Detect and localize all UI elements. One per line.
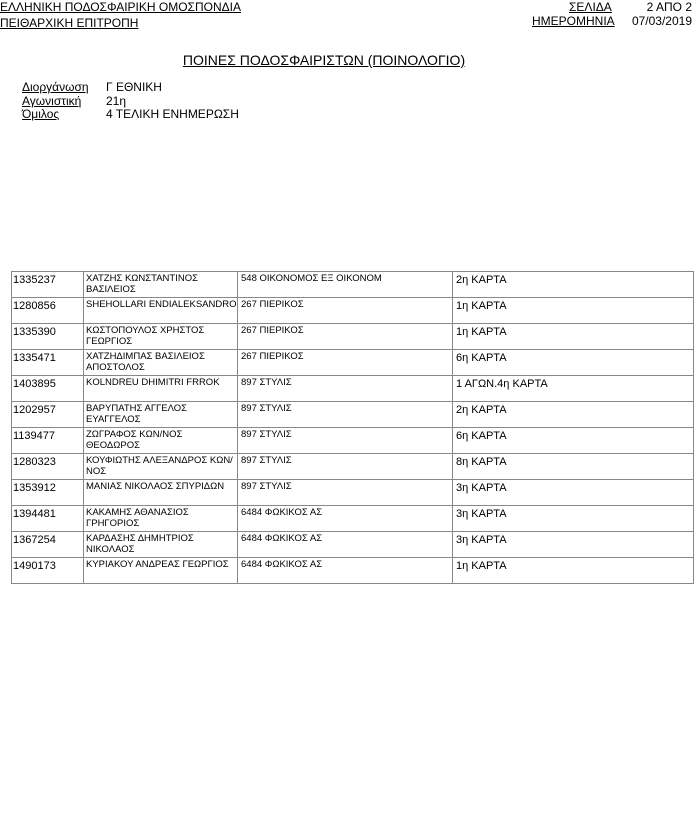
player-name-text: ΧΑΤΖΗΔΙΜΠΑΣ ΒΑΣΙΛΕΙΟΣ ΑΠΟΣΤΟΛΟΣ: [86, 351, 205, 373]
player-name-cell: [84, 454, 238, 480]
player-id-text: 1280856: [13, 300, 56, 312]
player-name-text: ΜΑΝΙΑΣ ΝΙΚΟΛΑΟΣ ΣΠΥΡΙΔΩΝ: [86, 481, 225, 492]
meta-label-group: Όμιλος: [22, 107, 60, 121]
penalty-text: 6η ΚΑΡΤΑ: [456, 430, 507, 442]
club-cell: [238, 532, 453, 558]
club-text: 6484 ΦΩΚΙΚΟΣ ΑΣ: [241, 533, 323, 544]
club-text: 267 ΠΙΕΡΙΚΟΣ: [241, 299, 304, 310]
club-text: 897 ΣΤΥΛΙΣ: [241, 455, 292, 466]
penalties-table-body: [12, 272, 694, 584]
player-name-cell: [84, 324, 238, 350]
player-id-cell: [12, 298, 84, 324]
penalty-cell: [453, 532, 694, 558]
meta-label-competition: Διοργάνωση: [22, 80, 89, 94]
club-cell: [238, 428, 453, 454]
penalty-text: 8η ΚΑΡΤΑ: [456, 456, 507, 468]
penalty-cell: [453, 428, 694, 454]
player-id-text: 1335237: [13, 274, 56, 286]
player-name-cell: [84, 298, 238, 324]
table-row: [12, 324, 694, 350]
penalty-cell: [453, 506, 694, 532]
player-id-cell: [12, 480, 84, 506]
player-id-text: 1280323: [13, 456, 56, 468]
player-name-cell: [84, 506, 238, 532]
club-text: 267 ΠΙΕΡΙΚΟΣ: [241, 351, 304, 362]
player-name-text: ΖΩΓΡΑΦΟΣ ΚΩΝ/ΝΟΣ ΘΕΟΔΩΡΟΣ: [86, 429, 183, 451]
date-value: 07/03/2019: [631, 14, 692, 28]
table-row: [12, 558, 694, 584]
club-cell: [238, 480, 453, 506]
player-id-cell: [12, 558, 84, 584]
club-text: 6484 ΦΩΚΙΚΟΣ ΑΣ: [241, 559, 323, 570]
meta-value-competition: Γ ΕΘΝΙΚΗ: [106, 80, 162, 94]
page-label: ΣΕΛΙΔΑ: [569, 0, 612, 14]
player-name-text: ΚΟΥΦΙΩΤΗΣ ΑΛΕΞΑΝΔΡΟΣ ΚΩΝ/ΝΟΣ: [86, 455, 233, 477]
club-text: 897 ΣΤΥΛΙΣ: [241, 429, 292, 440]
player-id-text: 1335471: [13, 352, 56, 364]
table-row: [12, 298, 694, 324]
club-text: 548 ΟΙΚΟΝΟΜΟΣ ΕΞ ΟΙΚΟΝΟΜ: [241, 273, 382, 284]
meta-label-matchday: Αγωνιστική: [22, 94, 82, 108]
club-text: 267 ΠΙΕΡΙΚΟΣ: [241, 325, 304, 336]
club-cell: [238, 272, 453, 298]
club-cell: [238, 402, 453, 428]
penalty-cell: [453, 558, 694, 584]
club-text: 897 ΣΤΥΛΙΣ: [241, 403, 292, 414]
player-id-cell: [12, 350, 84, 376]
club-cell: [238, 558, 453, 584]
penalty-text: 6η ΚΑΡΤΑ: [456, 352, 507, 364]
penalty-cell: [453, 454, 694, 480]
player-id-cell: [12, 506, 84, 532]
player-id-text: 1490173: [13, 560, 56, 572]
penalty-text: 1η ΚΑΡΤΑ: [456, 326, 507, 338]
page-value: 2 ΑΠΟ 2: [646, 0, 692, 14]
table-row: [12, 506, 694, 532]
club-text: 897 ΣΤΥΛΙΣ: [241, 377, 292, 388]
player-id-cell: [12, 376, 84, 402]
player-name-cell: [84, 272, 238, 298]
player-id-text: 1403895: [13, 378, 56, 390]
committee-name: ΠΕΙΘΑΡΧΙΚΗ ΕΠΙΤΡΟΠΗ: [0, 16, 139, 30]
table-row: [12, 480, 694, 506]
club-text: 897 ΣΤΥΛΙΣ: [241, 481, 292, 492]
penalties-table: [11, 271, 694, 584]
player-name-text: ΧΑΤΖΗΣ ΚΩΝΣΤΑΝΤΙΝΟΣ ΒΑΣΙΛΕΙΟΣ: [86, 273, 198, 295]
penalty-text: 3η ΚΑΡΤΑ: [456, 534, 507, 546]
federation-name: ΕΛΛΗΝΙΚΗ ΠΟΔΟΣΦΑΙΡΙΚΗ ΟΜΟΣΠΟΝΔΙΑ: [0, 0, 241, 14]
penalty-cell: [453, 350, 694, 376]
player-id-text: 1394481: [13, 508, 56, 520]
table-row: [12, 402, 694, 428]
player-name-text: ΚΑΡΔΑΣΗΣ ΔΗΜΗΤΡΙΟΣ ΝΙΚΟΛΑΟΣ: [86, 533, 194, 555]
player-id-cell: [12, 454, 84, 480]
page-title: ΠΟΙΝΕΣ ΠΟΔΟΣΦΑΙΡΙΣΤΩΝ (ΠΟΙΝΟΛΟΓΙΟ): [182, 52, 466, 68]
club-cell: [238, 454, 453, 480]
player-name-cell: [84, 558, 238, 584]
player-name-text: ΚΥΡΙΑΚΟΥ ΑΝΔΡΕΑΣ ΓΕΩΡΓΙΟΣ: [86, 559, 229, 570]
player-id-text: 1367254: [13, 534, 56, 546]
player-name-cell: [84, 350, 238, 376]
player-name-cell: [84, 532, 238, 558]
penalty-cell: [453, 298, 694, 324]
table-row: [12, 532, 694, 558]
player-name-cell: [84, 402, 238, 428]
player-id-cell: [12, 324, 84, 350]
penalty-text: 3η ΚΑΡΤΑ: [456, 508, 507, 520]
player-id-text: 1335390: [13, 326, 56, 338]
club-text: 6484 ΦΩΚΙΚΟΣ ΑΣ: [241, 507, 323, 518]
penalty-text: 2η ΚΑΡΤΑ: [456, 404, 507, 416]
player-id-cell: [12, 532, 84, 558]
meta-value-group: 4 ΤΕΛΙΚΗ ΕΝΗΜΕΡΩΣΗ: [106, 107, 239, 121]
date-label: ΗΜΕΡΟΜΗΝΙΑ: [532, 14, 615, 28]
table-row: [12, 272, 694, 298]
club-cell: [238, 324, 453, 350]
penalty-text: 1η ΚΑΡΤΑ: [456, 560, 507, 572]
player-name-cell: [84, 480, 238, 506]
table-row: [12, 350, 694, 376]
penalty-text: 2η ΚΑΡΤΑ: [456, 274, 507, 286]
player-id-text: 1139477: [13, 430, 56, 442]
player-name-text: SHEHOLLARI ENDIALEKSANDRO: [86, 299, 237, 310]
player-id-text: 1353912: [13, 482, 56, 494]
player-name-text: KOLNDREU DHIMITRI FRROK: [86, 377, 220, 388]
meta-value-matchday: 21η: [106, 94, 127, 108]
club-cell: [238, 298, 453, 324]
player-id-cell: [12, 428, 84, 454]
player-name-text: ΒΑΡΥΠΑΤΗΣ ΑΓΓΕΛΟΣ ΕΥΑΓΓΕΛΟΣ: [86, 403, 188, 425]
penalty-cell: [453, 324, 694, 350]
penalty-cell: [453, 272, 694, 298]
club-cell: [238, 506, 453, 532]
penalty-cell: [453, 480, 694, 506]
club-cell: [238, 350, 453, 376]
player-name-text: ΚΩΣΤΟΠΟΥΛΟΣ ΧΡΗΣΤΟΣ ΓΕΩΡΓΙΟΣ: [86, 325, 205, 347]
player-id-cell: [12, 272, 84, 298]
penalty-cell: [453, 402, 694, 428]
penalty-text: 3η ΚΑΡΤΑ: [456, 482, 507, 494]
player-id-text: 1202957: [13, 404, 56, 416]
player-name-cell: [84, 376, 238, 402]
penalty-text: 1η ΚΑΡΤΑ: [456, 300, 507, 312]
penalty-text: 1 ΑΓΩΝ.4η ΚΑΡΤΑ: [456, 378, 548, 390]
table-row: [12, 428, 694, 454]
player-name-text: ΚΑΚΑΜΗΣ ΑΘΑΝΑΣΙΟΣ ΓΡΗΓΟΡΙΟΣ: [86, 507, 189, 529]
player-name-cell: [84, 428, 238, 454]
club-cell: [238, 376, 453, 402]
table-row: [12, 376, 694, 402]
penalty-cell: [453, 376, 694, 402]
table-row: [12, 454, 694, 480]
player-id-cell: [12, 402, 84, 428]
